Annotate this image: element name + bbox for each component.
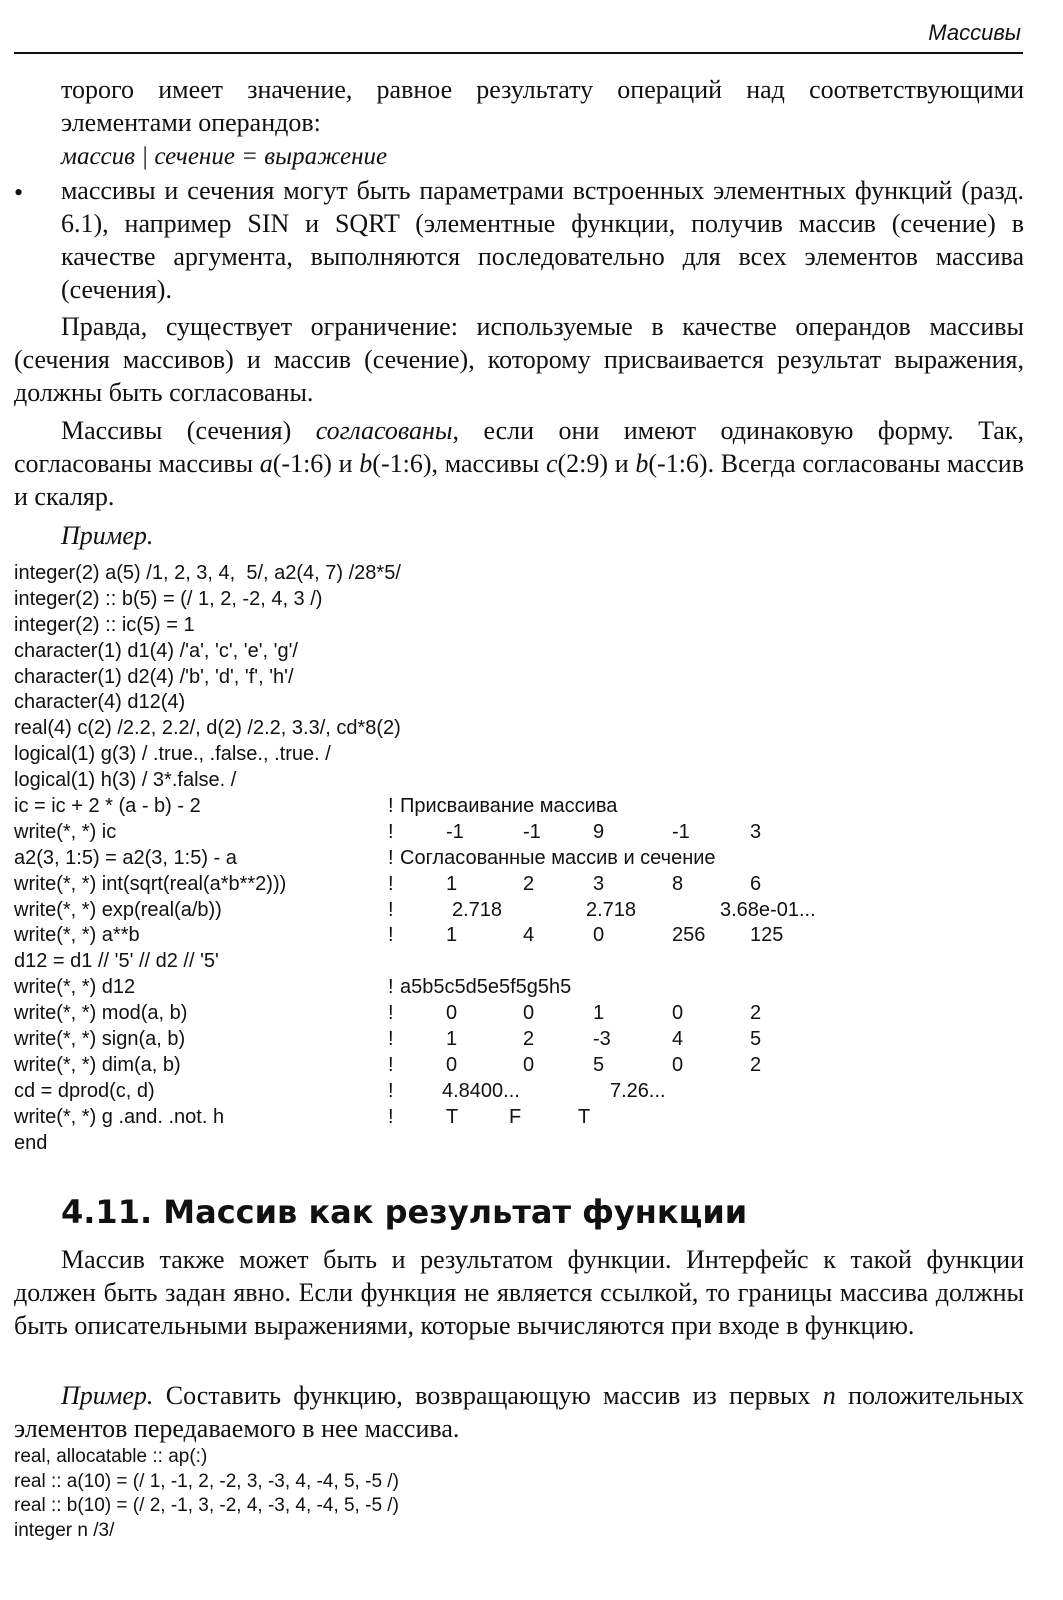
code-statement: logical(1) g(3) / .true., .false., .true. / xyxy=(14,743,331,766)
bullet-icon: • xyxy=(14,178,24,207)
output-value: 2.718 xyxy=(586,898,637,921)
output-value: 2 xyxy=(523,872,535,895)
continued-paragraph: торого имеет значение, равное результату операций над соответствующими элементами операндов: xyxy=(61,75,1024,137)
code-statement: d12 = d1 // '5' // d2 // '5' xyxy=(14,950,219,973)
code-statement: write(*, *) exp(real(a/b)) xyxy=(14,898,222,921)
var-c: c xyxy=(545,449,558,478)
code-statement: integer(2) :: ic(5) = 1 xyxy=(14,613,195,636)
output-value: 4 xyxy=(523,924,535,947)
code-line xyxy=(14,769,1024,795)
output-values xyxy=(400,1002,860,1027)
output-value: -1 xyxy=(446,820,464,843)
code-statement: real(4) c(2) /2.2, 2.2/, d(2) /2.2, 3.3/, cd*8(2) xyxy=(14,717,401,740)
output-values xyxy=(400,821,860,846)
code-comment: Присваивание массива xyxy=(400,795,618,818)
comment-marker: ! xyxy=(388,898,394,921)
code-statement: write(*, *) sign(a, b) xyxy=(14,1028,186,1051)
example2-paragraph xyxy=(14,1379,1024,1445)
example2-label: Пример. xyxy=(61,1381,154,1410)
code-line xyxy=(14,795,1024,821)
comment-marker: ! xyxy=(388,924,394,947)
code-line xyxy=(14,1054,1024,1080)
comment-marker: ! xyxy=(388,1053,394,1076)
output-value: 3 xyxy=(750,820,762,843)
output-value: 2 xyxy=(523,1028,535,1051)
code-line xyxy=(14,562,1024,588)
section-heading: 4.11. Массив как результат функции xyxy=(61,1193,748,1231)
code-statement: real :: b(10) = (/ 2, -1, 3, -2, 4, -3, 4, -4, 5, -5 /) xyxy=(14,1495,399,1516)
code-line xyxy=(14,950,1024,976)
output-value: F xyxy=(509,1105,522,1128)
output-values xyxy=(400,1054,860,1079)
code-line xyxy=(14,899,1024,925)
code-statement: write(*, *) int(sqrt(real(a*b**2))) xyxy=(14,872,287,895)
output-value: 9 xyxy=(593,820,605,843)
assignment-formula: массив | сечение = выражение xyxy=(61,143,388,170)
output-value: -3 xyxy=(593,1028,611,1051)
output-value: 1 xyxy=(446,924,458,947)
running-head: Массивы xyxy=(928,20,1021,45)
output-values xyxy=(400,899,860,924)
output-value: 2.718 xyxy=(452,898,503,921)
code-line xyxy=(14,691,1024,717)
example2-part2: положительных элементов передаваемого в нее массива. xyxy=(14,1381,1024,1443)
code-line xyxy=(14,614,1024,640)
output-value: 3.68e-01... xyxy=(720,898,816,921)
code-statement: ic = ic + 2 * (a - b) - 2 xyxy=(14,795,201,818)
code-line xyxy=(14,717,1024,743)
code-statement: integer n /3/ xyxy=(14,1519,115,1541)
code-statement: write(*, *) g .and. .not. h xyxy=(14,1105,225,1128)
output-value: 2 xyxy=(750,1002,762,1025)
output-values xyxy=(400,873,860,898)
output-value: 4.8400... xyxy=(442,1079,520,1102)
code-line xyxy=(14,847,1024,873)
example-label: Пример. xyxy=(61,521,154,550)
output-value: T xyxy=(446,1105,459,1128)
output-value: 0 xyxy=(593,924,605,947)
code-line xyxy=(14,976,1024,1002)
output-value: 125 xyxy=(750,924,784,947)
para3-part1: Массивы (сечения) xyxy=(61,416,316,445)
output-value: 0 xyxy=(672,1002,684,1025)
code-line xyxy=(14,821,1024,847)
output-value: 5 xyxy=(593,1053,605,1076)
comment-marker: ! xyxy=(388,846,394,869)
var-a: a xyxy=(259,449,273,478)
output-value: 3 xyxy=(593,872,605,895)
code-statement: write(*, *) dim(a, b) xyxy=(14,1053,181,1076)
code-line xyxy=(14,873,1024,899)
section-intro-paragraph: Массив также может быть и результатом функции. Интерфейс к такой функции должен быть задан явно. Если функция не является ссылкой, то границы массива должны быть описательными выражениями, которые вычисляются при входе в функцию. xyxy=(14,1245,1024,1340)
para3-part3: (-1:6) и xyxy=(272,449,360,478)
code-statement: real, allocatable :: ap(:) xyxy=(14,1446,208,1467)
var-b: b xyxy=(359,449,373,478)
output-value: 1 xyxy=(446,872,458,895)
example2-part1: Составить функцию, возвращающую массив из первых xyxy=(153,1381,823,1410)
output-value: T xyxy=(578,1105,591,1128)
comment-marker: ! xyxy=(388,820,394,843)
output-value: 7.26... xyxy=(610,1079,666,1102)
output-value: 0 xyxy=(523,1002,535,1025)
code-line xyxy=(14,1028,1024,1054)
output-value: 2 xyxy=(750,1053,762,1076)
output-value: 0 xyxy=(446,1002,458,1025)
output-value: -1 xyxy=(672,820,690,843)
code-statement: write(*, *) mod(a, b) xyxy=(14,1002,188,1025)
output-value: 256 xyxy=(672,924,706,947)
comment-marker: ! xyxy=(388,1002,394,1025)
code-listing-1 xyxy=(14,562,1024,1157)
code-statement: a2(3, 1:5) = a2(3, 1:5) - a xyxy=(14,846,237,869)
code-line xyxy=(14,1080,1024,1106)
code-line xyxy=(14,1002,1024,1028)
output-values xyxy=(400,1106,860,1131)
code-line xyxy=(14,1106,1024,1132)
code-statement: real :: a(10) = (/ 1, -1, 2, -2, 3, -3, 4, -4, 5, -5 /) xyxy=(14,1470,399,1492)
output-value: 5 xyxy=(750,1028,762,1051)
code-line xyxy=(14,588,1024,614)
output-value: 0 xyxy=(523,1053,535,1076)
term-conformable: согласованы xyxy=(315,416,453,445)
output-value: 0 xyxy=(672,1053,684,1076)
code-statement: character(1) d1(4) /'a', 'c', 'e', 'g'/ xyxy=(14,639,298,662)
para3-part5: (2:9) и xyxy=(557,449,636,478)
output-values xyxy=(400,1080,860,1105)
code-statement: end xyxy=(14,1131,48,1154)
output-value: 8 xyxy=(672,872,684,895)
output-value: 1 xyxy=(593,1002,605,1025)
header-rule xyxy=(14,52,1023,54)
code-statement: write(*, *) a**b xyxy=(14,924,140,947)
code-statement: character(1) d2(4) /'b', 'd', 'f', 'h'/ xyxy=(14,665,294,688)
output-value: 1 xyxy=(446,1028,458,1051)
comment-marker: ! xyxy=(388,872,394,895)
para3-part6: (-1:6). Всегда согласованы массив и скаляр. xyxy=(14,449,1024,511)
output-value: 6 xyxy=(750,872,762,895)
var-n: n xyxy=(822,1381,836,1410)
output-values xyxy=(400,1028,860,1053)
comment-marker: ! xyxy=(388,1028,394,1051)
var-b-2: b xyxy=(635,449,649,478)
output-value: -1 xyxy=(523,820,541,843)
code-statement: integer(2) a(5) /1, 2, 3, 4, 5/, a2(4, 7) /28*5/ xyxy=(14,562,401,584)
code-statement: integer(2) :: b(5) = (/ 1, 2, -2, 4, 3 /) xyxy=(14,587,323,610)
code-statement: logical(1) h(3) / 3*.false. / xyxy=(14,769,237,792)
code-comment: a5b5c5d5e5f5g5h5 xyxy=(400,976,572,999)
code-statement: cd = dprod(c, d) xyxy=(14,1079,155,1102)
output-values xyxy=(400,924,860,949)
comment-marker: ! xyxy=(388,1079,394,1102)
code-line xyxy=(14,924,1024,950)
code-line xyxy=(14,1132,1024,1158)
comment-marker: ! xyxy=(388,1105,394,1128)
code-line xyxy=(14,743,1024,769)
para3-part2: , если они имеют одинаковую форму. Так, согласованы массивы xyxy=(14,416,1024,478)
comment-marker: ! xyxy=(388,795,394,818)
para3-part4: (-1:6), массивы xyxy=(372,449,546,478)
output-value: 0 xyxy=(446,1053,458,1076)
output-value: 4 xyxy=(672,1028,684,1051)
conformance-paragraph xyxy=(14,414,1024,513)
code-statement: write(*, *) d12 xyxy=(14,976,136,999)
code-statement: write(*, *) ic xyxy=(14,820,117,843)
code-line xyxy=(14,640,1024,666)
code-line xyxy=(14,666,1024,692)
code-statement: character(4) d12(4) xyxy=(14,691,186,714)
restriction-paragraph: Правда, существует ограничение: используемые в качестве операндов массивы (сечения массивов) и массив (сечение), которому присваивается результат выражения, должны быть согласованы. xyxy=(14,312,1024,407)
comment-marker: ! xyxy=(388,976,394,999)
bullet-paragraph: массивы и сечения могут быть параметрами встроенных элементных функций (разд. 6.1), например SIN и SQRT (элементные функции, получив массив (сечение) в качестве аргумента, выполняются последовательно для всех элементов массива (сечения). xyxy=(61,176,1024,304)
code-comment: Согласованные массив и сечение xyxy=(400,846,716,869)
